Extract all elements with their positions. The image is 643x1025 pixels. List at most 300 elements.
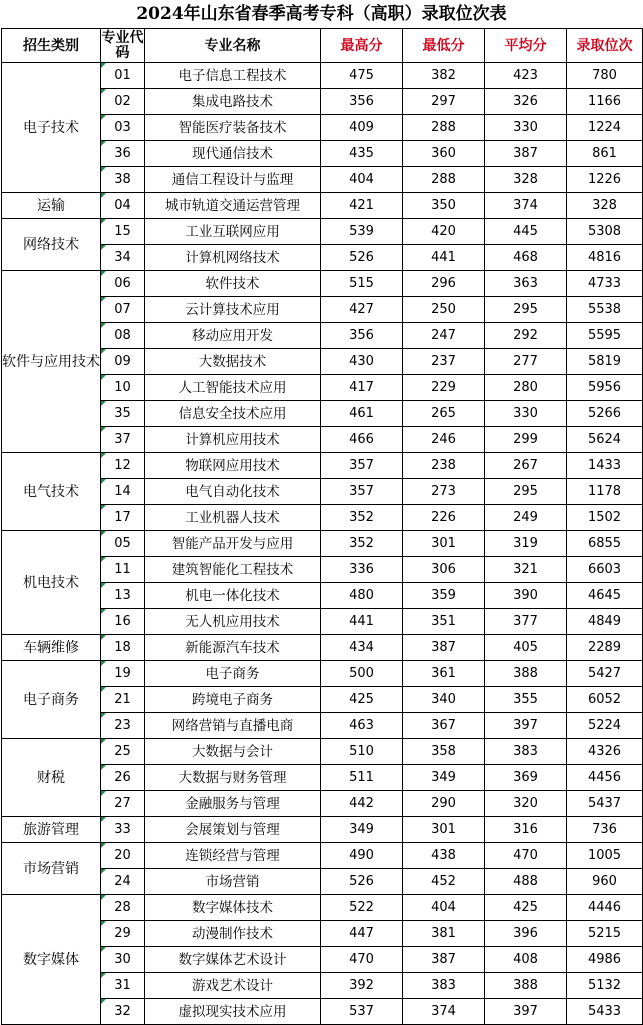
min-score-cell: 359 [403,583,485,609]
min-score-cell: 301 [403,531,485,557]
max-score-cell: 404 [321,167,403,193]
min-score-cell: 246 [403,427,485,453]
category-cell: 旅游管理 [2,817,101,843]
major-name-cell: 大数据与财务管理 [145,765,321,791]
major-code-cell [101,531,145,557]
major-name-cell: 金融服务与管理 [145,791,321,817]
cell-marker-icon [101,271,106,276]
major-code-text: 18 [114,639,131,655]
max-score-cell: 352 [321,531,403,557]
avg-score-cell: 369 [485,765,567,791]
major-name-cell: 电气自动化技术 [145,479,321,505]
avg-score-cell: 488 [485,869,567,895]
major-code-text: 34 [114,249,131,265]
avg-score-cell: 292 [485,323,567,349]
min-score-cell: 306 [403,557,485,583]
min-score-cell: 340 [403,687,485,713]
major-code-text: 37 [114,431,131,447]
avg-score-cell: 330 [485,401,567,427]
avg-score-cell: 321 [485,557,567,583]
min-score-cell: 452 [403,869,485,895]
avg-score-cell: 295 [485,479,567,505]
major-code-text: 20 [114,847,131,863]
major-code-text: 17 [114,509,131,525]
min-score-cell: 273 [403,479,485,505]
major-code-cell [101,895,145,921]
rank-cell: 2289 [567,635,643,661]
avg-score-cell: 468 [485,245,567,271]
cell-marker-icon [101,167,106,172]
min-score-cell: 247 [403,323,485,349]
major-name-cell: 工业互联网应用 [145,219,321,245]
cell-marker-icon [101,713,106,718]
major-code-text: 24 [114,873,131,889]
max-score-cell: 392 [321,973,403,999]
avg-score-cell: 423 [485,63,567,89]
table-row [2,895,643,921]
major-code-text: 13 [114,587,131,603]
cell-marker-icon [101,505,106,510]
rank-cell: 5308 [567,219,643,245]
min-score-cell: 250 [403,297,485,323]
major-name-cell: 计算机网络技术 [145,245,321,271]
major-code-cell [101,921,145,947]
avg-score-cell: 388 [485,973,567,999]
max-score-cell: 430 [321,349,403,375]
major-name-cell: 动漫制作技术 [145,921,321,947]
rank-cell: 5538 [567,297,643,323]
major-name-cell: 软件技术 [145,271,321,297]
min-score-cell: 297 [403,89,485,115]
avg-score-cell: 319 [485,531,567,557]
rank-cell: 736 [567,817,643,843]
max-score-cell: 522 [321,895,403,921]
rank-cell: 5215 [567,921,643,947]
avg-score-cell: 295 [485,297,567,323]
major-code-cell [101,687,145,713]
cell-marker-icon [101,609,106,614]
cell-marker-icon [101,297,106,302]
rank-cell: 6603 [567,557,643,583]
major-code-text: 03 [114,119,131,135]
rank-cell: 5266 [567,401,643,427]
max-score-cell: 526 [321,245,403,271]
major-code-cell [101,297,145,323]
major-code-cell [101,817,145,843]
max-score-cell: 421 [321,193,403,219]
rank-cell: 960 [567,869,643,895]
cell-marker-icon [101,531,106,536]
major-name-cell: 电子商务 [145,661,321,687]
page-title: 2024年山东省春季高考专科（高职）录取位次表 [136,4,507,24]
major-code-cell [101,167,145,193]
cell-marker-icon [101,973,106,978]
major-name-cell: 电子信息工程技术 [145,63,321,89]
major-code-cell [101,219,145,245]
major-code-cell [101,661,145,687]
major-code-text: 30 [114,951,131,967]
min-score-cell: 438 [403,843,485,869]
min-score-cell: 301 [403,817,485,843]
major-name-cell: 城市轨道交通运营管理 [145,193,321,219]
table-row [2,453,643,479]
max-score-cell: 539 [321,219,403,245]
min-score-cell: 374 [403,999,485,1025]
max-score-cell: 490 [321,843,403,869]
major-name-cell: 市场营销 [145,869,321,895]
major-code-cell [101,791,145,817]
avg-score-cell: 397 [485,999,567,1025]
major-code-text: 29 [114,925,131,941]
category-cell: 机电技术 [2,531,101,635]
rank-cell: 4456 [567,765,643,791]
major-code-text: 11 [114,561,131,577]
table-row [2,635,643,661]
major-code-text: 04 [114,197,131,213]
major-name-cell: 新能源汽车技术 [145,635,321,661]
min-score-cell: 350 [403,193,485,219]
major-code-text: 21 [114,691,131,707]
max-score-cell: 336 [321,557,403,583]
major-code-cell [101,115,145,141]
avg-score-cell: 377 [485,609,567,635]
major-name-cell: 人工智能技术应用 [145,375,321,401]
rank-cell: 4326 [567,739,643,765]
major-code-cell [101,713,145,739]
max-score-cell: 409 [321,115,403,141]
major-code-text: 33 [114,821,131,837]
avg-score-cell: 387 [485,141,567,167]
table-row [2,271,643,297]
major-name-cell: 智能医疗装备技术 [145,115,321,141]
major-code-text: 16 [114,613,131,629]
avg-score-cell: 249 [485,505,567,531]
rank-cell: 4446 [567,895,643,921]
max-score-cell: 466 [321,427,403,453]
table-row [2,739,643,765]
cell-marker-icon [101,193,106,198]
major-code-text: 06 [114,275,131,291]
major-code-text: 09 [114,353,131,369]
major-code-cell [101,557,145,583]
avg-score-cell: 363 [485,271,567,297]
major-code-text: 14 [114,483,131,499]
rank-cell: 1226 [567,167,643,193]
min-score-cell: 238 [403,453,485,479]
major-code-text: 08 [114,327,131,343]
rank-cell: 780 [567,63,643,89]
avg-score-cell: 330 [485,115,567,141]
min-score-cell: 237 [403,349,485,375]
min-score-cell: 383 [403,973,485,999]
rank-cell: 1502 [567,505,643,531]
major-code-text: 35 [114,405,131,421]
major-name-cell: 现代通信技术 [145,141,321,167]
avg-score-cell: 355 [485,687,567,713]
avg-score-cell: 445 [485,219,567,245]
rank-cell: 328 [567,193,643,219]
max-score-cell: 425 [321,687,403,713]
min-score-cell: 360 [403,141,485,167]
cell-marker-icon [101,817,106,822]
max-score-cell: 461 [321,401,403,427]
cell-marker-icon [101,63,106,68]
major-code-cell [101,63,145,89]
max-score-cell: 427 [321,297,403,323]
category-cell: 财税 [2,739,101,817]
major-name-cell: 机电一体化技术 [145,583,321,609]
major-code-cell [101,609,145,635]
major-code-cell [101,453,145,479]
major-code-cell [101,349,145,375]
cell-marker-icon [101,323,106,328]
rank-cell: 5956 [567,375,643,401]
rank-cell: 4645 [567,583,643,609]
cell-marker-icon [101,115,106,120]
category-cell: 电气技术 [2,453,101,531]
max-score-cell: 526 [321,869,403,895]
min-score-cell: 226 [403,505,485,531]
major-code-text: 10 [114,379,131,395]
category-cell: 数字媒体 [2,895,101,1025]
min-score-cell: 382 [403,63,485,89]
min-score-cell: 288 [403,167,485,193]
major-code-text: 15 [114,223,131,239]
min-score-cell: 351 [403,609,485,635]
avg-score-cell: 425 [485,895,567,921]
cell-marker-icon [101,453,106,458]
min-score-cell: 265 [403,401,485,427]
avg-score-cell: 397 [485,713,567,739]
major-code-cell [101,141,145,167]
table-row [2,219,643,245]
cell-marker-icon [101,479,106,484]
cell-marker-icon [101,765,106,770]
avg-score-cell: 320 [485,791,567,817]
major-code-cell [101,375,145,401]
category-cell: 运输 [2,193,101,219]
avg-score-cell: 299 [485,427,567,453]
max-score-cell: 356 [321,89,403,115]
major-code-text: 23 [114,717,131,733]
major-name-cell: 集成电路技术 [145,89,321,115]
major-name-cell: 智能产品开发与应用 [145,531,321,557]
admission-table [1,28,643,1025]
min-score-cell: 349 [403,765,485,791]
rank-cell: 5132 [567,973,643,999]
major-code-cell [101,89,145,115]
cell-marker-icon [101,89,106,94]
header-avg-score: 平均分 [485,29,567,63]
header-rank: 录取位次 [567,29,643,63]
major-name-cell: 会展策划与管理 [145,817,321,843]
cell-marker-icon [101,739,106,744]
table-row [2,843,643,869]
min-score-cell: 290 [403,791,485,817]
avg-score-cell: 374 [485,193,567,219]
major-code-text: 25 [114,743,131,759]
rank-cell: 5224 [567,713,643,739]
cell-marker-icon [101,349,106,354]
min-score-cell: 387 [403,947,485,973]
min-score-cell: 358 [403,739,485,765]
min-score-cell: 381 [403,921,485,947]
max-score-cell: 435 [321,141,403,167]
major-code-text: 05 [114,535,131,551]
header-max-score: 最高分 [321,29,403,63]
cell-marker-icon [101,427,106,432]
major-code-cell [101,973,145,999]
table-row [2,661,643,687]
avg-score-cell: 326 [485,89,567,115]
major-name-cell: 跨境电子商务 [145,687,321,713]
max-score-cell: 441 [321,609,403,635]
major-name-cell: 物联网应用技术 [145,453,321,479]
major-name-cell: 游戏艺术设计 [145,973,321,999]
major-code-cell [101,427,145,453]
table-row [2,193,643,219]
min-score-cell: 361 [403,661,485,687]
cell-marker-icon [101,947,106,952]
major-code-text: 32 [114,1003,131,1019]
max-score-cell: 434 [321,635,403,661]
min-score-cell: 420 [403,219,485,245]
rank-cell: 5819 [567,349,643,375]
major-code-cell [101,271,145,297]
major-code-cell [101,245,145,271]
avg-score-cell: 277 [485,349,567,375]
min-score-cell: 229 [403,375,485,401]
max-score-cell: 515 [321,271,403,297]
major-code-cell [101,739,145,765]
major-name-cell: 信息安全技术应用 [145,401,321,427]
major-name-cell: 建筑智能化工程技术 [145,557,321,583]
rank-cell: 1166 [567,89,643,115]
rank-cell: 4849 [567,609,643,635]
cell-marker-icon [101,869,106,874]
major-name-cell: 无人机应用技术 [145,609,321,635]
major-code-cell [101,635,145,661]
header-row [2,29,643,63]
min-score-cell: 296 [403,271,485,297]
major-code-cell [101,869,145,895]
major-code-text: 31 [114,977,131,993]
avg-score-cell: 267 [485,453,567,479]
major-name-cell: 虚拟现实技术应用 [145,999,321,1025]
rank-cell: 6052 [567,687,643,713]
table-row [2,817,643,843]
category-cell: 电子商务 [2,661,101,739]
avg-score-cell: 396 [485,921,567,947]
rank-cell: 861 [567,141,643,167]
cell-marker-icon [101,843,106,848]
cell-marker-icon [101,895,106,900]
major-name-cell: 连锁经营与管理 [145,843,321,869]
rank-cell: 1005 [567,843,643,869]
max-score-cell: 480 [321,583,403,609]
category-cell: 软件与应用技术 [2,271,101,453]
major-name-cell: 数字媒体艺术设计 [145,947,321,973]
header-code: 专业代码 [101,29,144,61]
cell-marker-icon [101,219,106,224]
major-code-text: 27 [114,795,131,811]
cell-marker-icon [101,687,106,692]
avg-score-cell: 383 [485,739,567,765]
avg-score-cell: 470 [485,843,567,869]
major-code-text: 36 [114,145,131,161]
avg-score-cell: 316 [485,817,567,843]
max-score-cell: 500 [321,661,403,687]
major-code-cell [101,505,145,531]
avg-score-cell: 408 [485,947,567,973]
rank-cell: 6855 [567,531,643,557]
min-score-cell: 288 [403,115,485,141]
cell-marker-icon [101,401,106,406]
header-major-name: 专业名称 [145,29,321,63]
major-name-cell: 数字媒体技术 [145,895,321,921]
max-score-cell: 442 [321,791,403,817]
rank-cell: 1178 [567,479,643,505]
major-name-cell: 云计算技术应用 [145,297,321,323]
major-code-text: 07 [114,301,131,317]
rank-cell: 5595 [567,323,643,349]
major-code-cell [101,193,145,219]
max-score-cell: 352 [321,505,403,531]
max-score-cell: 470 [321,947,403,973]
cell-marker-icon [101,141,106,146]
avg-score-cell: 328 [485,167,567,193]
major-name-cell: 大数据技术 [145,349,321,375]
major-code-text: 26 [114,769,131,785]
cell-marker-icon [101,921,106,926]
max-score-cell: 356 [321,323,403,349]
max-score-cell: 357 [321,453,403,479]
cell-marker-icon [101,583,106,588]
max-score-cell: 349 [321,817,403,843]
major-name-cell: 移动应用开发 [145,323,321,349]
major-name-cell: 网络营销与直播电商 [145,713,321,739]
rank-cell: 4986 [567,947,643,973]
cell-marker-icon [101,245,106,250]
major-code-text: 12 [114,457,131,473]
avg-score-cell: 280 [485,375,567,401]
rank-cell: 5624 [567,427,643,453]
max-score-cell: 537 [321,999,403,1025]
cell-marker-icon [101,375,106,380]
major-name-cell: 计算机应用技术 [145,427,321,453]
major-code-cell [101,999,145,1025]
min-score-cell: 404 [403,895,485,921]
avg-score-cell: 388 [485,661,567,687]
min-score-cell: 387 [403,635,485,661]
min-score-cell: 441 [403,245,485,271]
major-code-text: 38 [114,171,131,187]
rank-cell: 5433 [567,999,643,1025]
category-cell: 市场营销 [2,843,101,895]
major-code-cell [101,765,145,791]
major-code-text: 28 [114,899,131,915]
category-cell: 电子技术 [2,63,101,193]
max-score-cell: 475 [321,63,403,89]
rank-cell: 4733 [567,271,643,297]
category-cell: 网络技术 [2,219,101,271]
major-name-cell: 大数据与会计 [145,739,321,765]
major-code-text: 02 [114,93,131,109]
cell-marker-icon [101,791,106,796]
major-name-cell: 通信工程设计与监理 [145,167,321,193]
table-row [2,531,643,557]
max-score-cell: 357 [321,479,403,505]
